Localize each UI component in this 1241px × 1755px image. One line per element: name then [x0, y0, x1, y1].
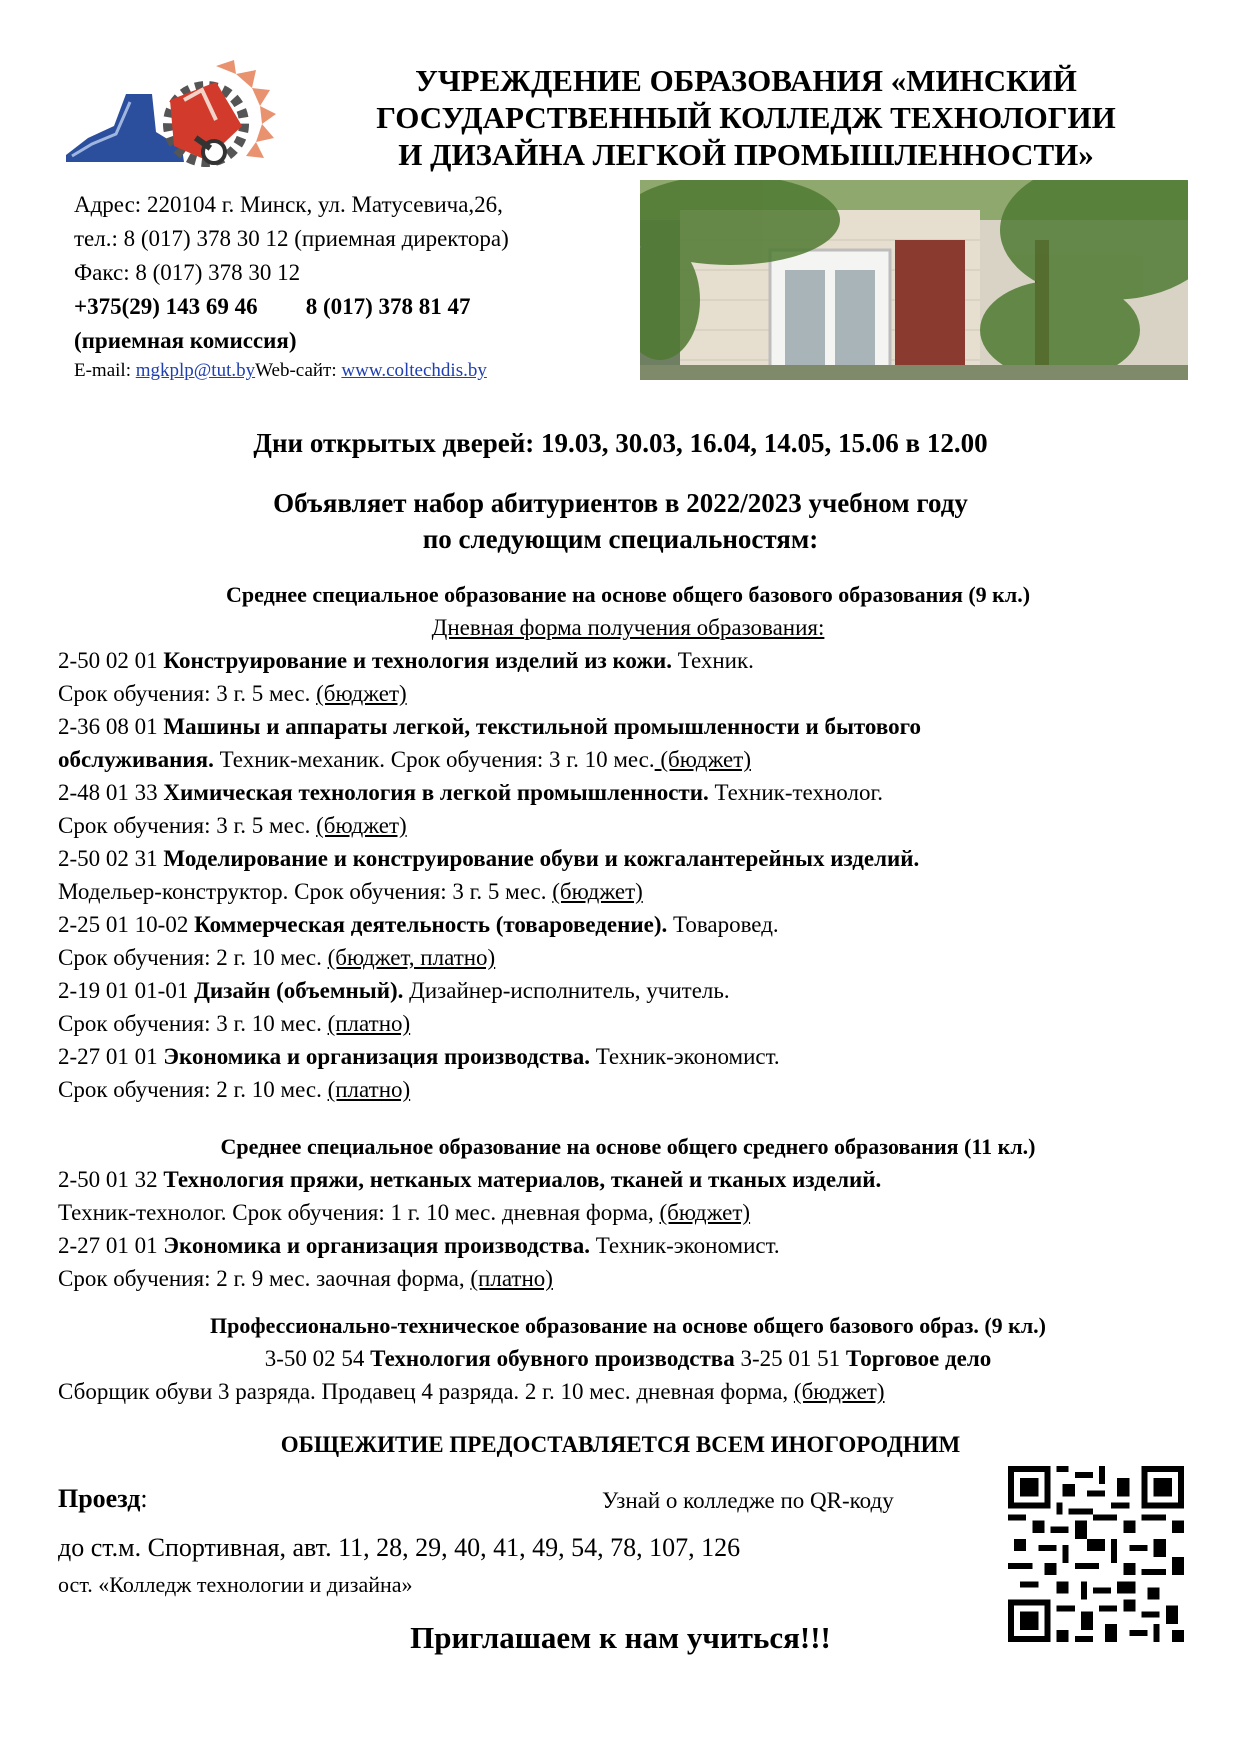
admission-phone: 8 (017) 378 81 47	[305, 294, 471, 319]
specialty-code: 2-27 01 01	[58, 1044, 164, 1069]
email-web-row	[74, 358, 644, 384]
list-item	[58, 1040, 1198, 1073]
section-secondary-education	[58, 1130, 1198, 1295]
list-item	[58, 1007, 1198, 1040]
specialty-name: Коммерческая деятельность (товароведение).	[194, 912, 668, 937]
mobile-phone: +375(29) 143 69 46	[74, 294, 258, 319]
funding-type: (бюджет)	[316, 681, 407, 706]
specialty-name: Технология пряжи, нетканых материалов, тканей и тканых изделий.	[163, 1167, 882, 1192]
bus-stop: ост. «Колледж технологии и дизайна»	[58, 1572, 413, 1597]
qr-code[interactable]	[1008, 1466, 1184, 1642]
qualification: Техник-механик. Срок обучения: 3 г. 10 мес.	[213, 747, 655, 772]
section-vocational-education	[58, 1309, 1198, 1408]
list-item	[58, 677, 1198, 710]
college-title	[306, 62, 1186, 173]
specialty-name: Дизайн (объемный).	[194, 978, 404, 1003]
list-item	[58, 1196, 1198, 1229]
specialty-name-cont: обслуживания.	[58, 747, 214, 772]
specialty-name: Химическая технология в легкой промышленности.	[163, 780, 709, 805]
study-term: Срок обучения: 3 г. 10 мес.	[58, 1011, 328, 1036]
specialty-name: Экономика и организация производства.	[163, 1233, 590, 1258]
travel-colon: :	[140, 1484, 148, 1513]
qualification: Дизайнер-исполнитель, учитель.	[403, 978, 730, 1003]
specialty-name: Конструирование и технология изделий из кожи.	[163, 648, 673, 673]
list-item	[58, 1073, 1198, 1106]
list-item	[58, 776, 1198, 809]
specialty-name: Торговое дело	[845, 1346, 992, 1371]
study-term: Срок обучения: 3 г. 5 мес.	[58, 813, 317, 838]
dormitory-notice: ОБЩЕЖИТИЕ ПРЕДОСТАВЛЯЕТСЯ ВСЕМ ИНОГОРОДНИМ	[280, 1432, 961, 1457]
specialty-name: Моделирование и конструирование обуви и кожгалантерейных изделий.	[163, 846, 920, 871]
list-item	[58, 842, 1198, 875]
specialty-name: Технология обувного производства	[370, 1346, 735, 1371]
announcement	[0, 485, 1241, 557]
qualification: Модельер-конструктор. Срок обучения: 3 г. 5 мес.	[58, 879, 553, 904]
invitation: Приглашаем к нам учиться!!!	[410, 1620, 831, 1655]
specialty-code: 2-48 01 33	[58, 780, 164, 805]
qualification: Техник.	[672, 648, 754, 673]
title-line-3: И ДИЗАЙНА ЛЕГКОЙ ПРОМЫШЛЕННОСТИ»	[398, 137, 1094, 172]
qr-caption: Узнай о колледже по QR-коду	[602, 1488, 894, 1513]
list-item	[58, 875, 1198, 908]
funding-type: (бюджет, платно)	[327, 945, 496, 970]
college-building-photo	[640, 180, 1188, 380]
announcement-line-2: по следующим специальностям:	[422, 524, 819, 554]
list-item	[58, 1342, 1198, 1375]
funding-type: (платно)	[327, 1077, 411, 1102]
funding-type: (платно)	[327, 1011, 411, 1036]
specialty-name: Экономика и организация производства.	[163, 1044, 590, 1069]
open-days: Дни открытых дверей: 19.03, 30.03, 16.04, 14.05, 15.06 в 12.00	[253, 428, 988, 458]
funding-type: (бюджет)	[659, 1200, 751, 1225]
email-label: E-mail:	[74, 360, 136, 381]
contact-block	[74, 188, 644, 384]
announcement-line-1: Объявляет набор абитуриентов в 2022/2023 учебном году	[273, 488, 968, 518]
list-item	[58, 1375, 1198, 1408]
web-label: Web-сайт:	[255, 360, 342, 381]
study-term: Срок обучения: 2 г. 10 мес.	[58, 945, 328, 970]
section-heading: Профессионально-техническое образование на основе общего базового образ. (9 кл.)	[210, 1313, 1046, 1338]
bus-route: до ст.м. Спортивная, авт. 11, 28, 29, 40, 41, 49, 54, 78, 107, 126	[58, 1533, 741, 1562]
list-item	[58, 908, 1198, 941]
study-term: Срок обучения: 2 г. 10 мес.	[58, 1077, 328, 1102]
specialty-code: 2-50 02 31	[58, 846, 164, 871]
study-term: Срок обучения: 3 г. 5 мес.	[58, 681, 317, 706]
qualification: Техник-экономист.	[590, 1044, 780, 1069]
funding-type: (бюджет)	[654, 747, 751, 772]
section-heading: Среднее специальное образование на основе общего среднего образования (11 кл.)	[220, 1134, 1036, 1159]
specialty-code: 3-50 02 54	[264, 1346, 371, 1371]
qualification: Техник-экономист.	[590, 1233, 780, 1258]
funding-type: (бюджет)	[793, 1379, 885, 1404]
list-item	[58, 1229, 1198, 1262]
website-link[interactable]: www.coltechdis.by	[341, 360, 487, 381]
list-item	[58, 1262, 1198, 1295]
qualification: Сборщик обуви 3 разряда. Продавец 4 разряда. 2 г. 10 мес. дневная форма,	[58, 1379, 794, 1404]
qualification: Техник-технолог.	[708, 780, 884, 805]
travel-heading	[58, 1484, 148, 1514]
section-heading: Среднее специальное образование на основе общего базового образования (9 кл.)	[225, 582, 1031, 607]
qualification: Товаровед.	[667, 912, 779, 937]
list-item	[58, 710, 1198, 743]
specialty-code: 2-27 01 01	[58, 1233, 164, 1258]
list-item	[58, 974, 1198, 1007]
travel-label: Проезд	[58, 1484, 141, 1513]
funding-type: (бюджет)	[552, 879, 643, 904]
section-basic-education	[58, 578, 1198, 1106]
specialty-code: 2-36 08 01	[58, 714, 164, 739]
phone: тел.: 8 (017) 378 30 12 (приемная директора)	[74, 226, 509, 251]
college-logo	[66, 60, 306, 172]
list-item	[58, 809, 1198, 842]
address: Адрес: 220104 г. Минск, ул. Матусевича,26,	[74, 192, 503, 217]
qualification: Техник-технолог. Срок обучения: 1 г. 10 мес. дневная форма,	[58, 1200, 660, 1225]
list-item	[58, 743, 1198, 776]
specialty-code: 2-50 02 01	[58, 648, 164, 673]
list-item	[58, 1163, 1198, 1196]
specialty-code: 2-19 01 01-01	[58, 978, 195, 1003]
specialty-code: 2-50 01 32	[58, 1167, 164, 1192]
funding-type: (платно)	[470, 1266, 553, 1291]
specialty-code: 2-25 01 10-02	[58, 912, 195, 937]
funding-type: (бюджет)	[316, 813, 407, 838]
email-link[interactable]: mgkplp@tut.by	[135, 360, 256, 381]
fax: Факс: 8 (017) 378 30 12	[74, 260, 301, 285]
specialty-code: 3-25 01 51	[734, 1346, 846, 1371]
study-term: Срок обучения: 2 г. 9 мес. заочная форма,	[58, 1266, 471, 1291]
study-form: Дневная форма получения образования:	[431, 615, 825, 640]
title-line-1: УЧРЕЖДЕНИЕ ОБРАЗОВАНИЯ «МИНСКИЙ	[415, 63, 1077, 98]
admission-phones	[74, 290, 644, 324]
list-item	[58, 644, 1198, 677]
specialty-name: Машины и аппараты легкой, текстильной промышленности и бытового	[163, 714, 921, 739]
title-line-2: ГОСУДАРСТВЕННЫЙ КОЛЛЕДЖ ТЕХНОЛОГИИ	[376, 100, 1116, 135]
list-item	[58, 941, 1198, 974]
admission-commission: (приемная комиссия)	[74, 328, 297, 353]
